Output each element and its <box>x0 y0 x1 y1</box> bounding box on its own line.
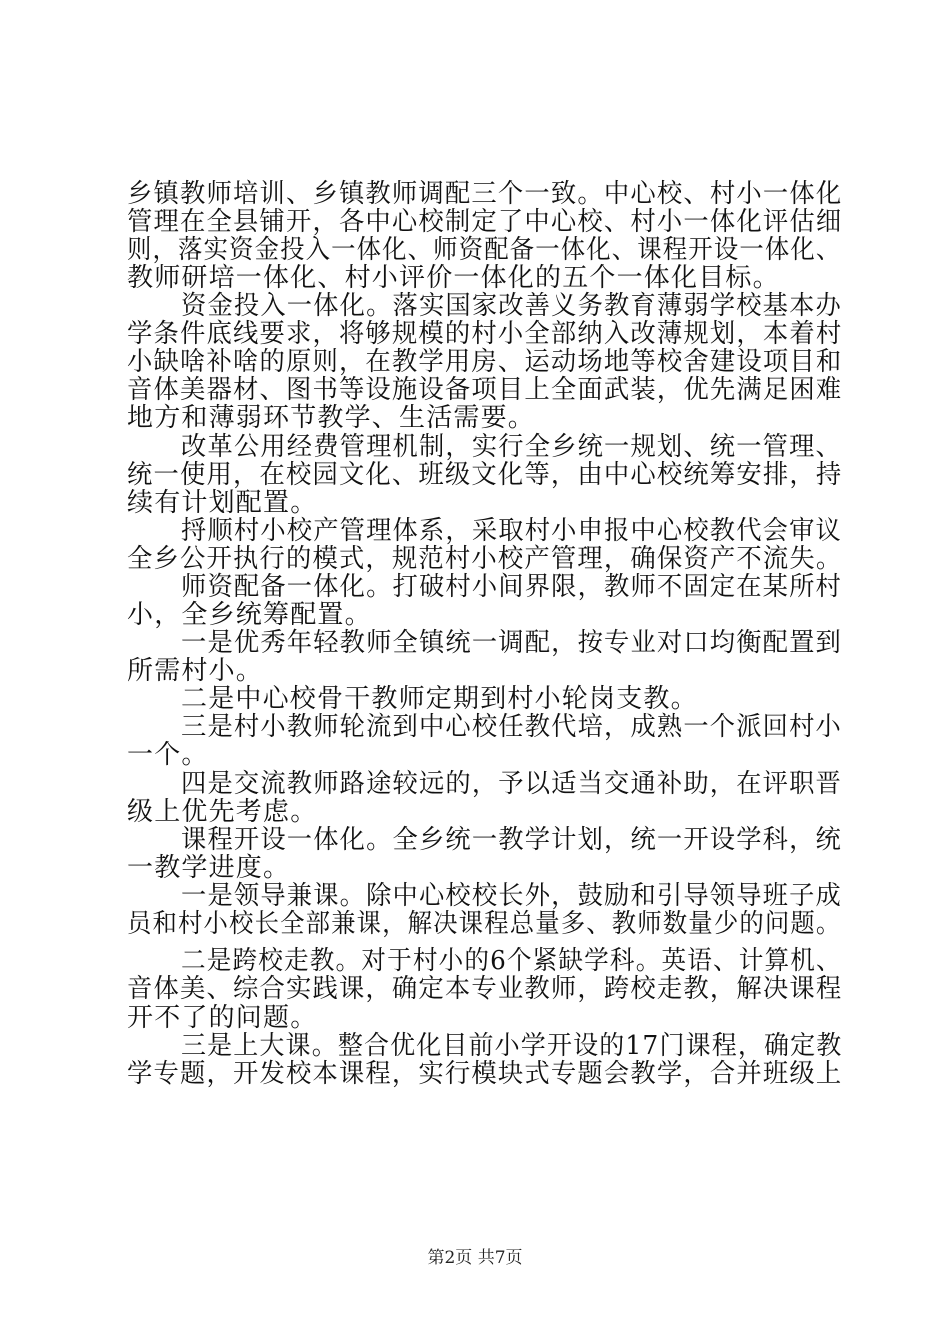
text-line: 全乡公开执行的模式，规范村小校产管理，确保资产不流失。 <box>127 544 843 574</box>
paragraph-start: 资金投入一体化。落实国家改善义务教育薄弱学校基本办 <box>181 291 842 321</box>
text-line: 级上优先考虑。 <box>127 797 318 827</box>
text-line: 小缺啥补啥的原则，在教学用房、运动场地等校舍建设项目和 <box>127 347 843 377</box>
text-line: 音体美、综合实践课，确定本专业教师，跨校走教，解决课程 <box>127 974 843 1004</box>
page-number-footer: 第2页 共7页 <box>427 1248 523 1268</box>
text-line: 管理在全县铺开，各中心校制定了中心校、村小一体化评估细 <box>127 207 843 237</box>
text-line: 学专题，开发校本课程，实行模块式专题会教学，合并班级上 <box>127 1059 843 1089</box>
paragraph-start: 捋顺村小校产管理体系，采取村小申报中心校教代会审议 <box>181 516 842 546</box>
paragraph-start: 三是村小教师轮流到中心校任教代培，成熟一个派回村小 <box>181 712 842 742</box>
text-line: 乡镇教师培训、乡镇教师调配三个一致。中心校、村小一体化 <box>127 179 843 209</box>
paragraph-start: 二是中心校骨干教师定期到村小轮岗支教。 <box>181 684 698 714</box>
text-line: 音体美器材、图书等设施设备项目上全面武装，优先满足困难 <box>127 375 843 405</box>
paragraph-start: 改革公用经费管理机制，实行全乡统一规划、统一管理、 <box>181 432 842 462</box>
text-line: 教师研培一体化、村小评价一体化的五个一体化目标。 <box>127 263 780 293</box>
paragraph-start: 课程开设一体化。全乡统一教学计划，统一开设学科，统 <box>181 825 842 855</box>
paragraph-start: 一是领导兼课。除中心校校长外，鼓励和引导领导班子成 <box>181 881 842 911</box>
paragraph-start: 四是交流教师路途较远的，予以适当交通补助，在评职晋 <box>181 769 842 799</box>
text-line: 小，全乡统筹配置。 <box>127 600 372 630</box>
paragraph-start: 三是上大课。整合优化目前小学开设的17门课程，确定教 <box>181 1031 843 1061</box>
text-line: 一个。 <box>127 740 209 770</box>
text-line: 学条件底线要求，将够规模的村小全部纳入改薄规划，本着村 <box>127 319 843 349</box>
paragraph-start: 师资配备一体化。打破村小间界限，教师不固定在某所村 <box>181 572 842 602</box>
text-line: 员和村小校长全部兼课，解决课程总量多、教师数量少的问题。 <box>127 909 842 939</box>
text-line: 续有计划配置。 <box>127 488 318 518</box>
text-line: 所需村小。 <box>127 656 264 686</box>
text-line: 统一使用，在校园文化、班级文化等，由中心校统筹安排，持 <box>127 460 843 490</box>
paragraph-start: 二是跨校走教。对于村小的6个紧缺学科。英语、计算机、 <box>181 946 842 976</box>
text-line: 则，落实资金投入一体化、师资配备一体化、课程开设一体化、 <box>127 235 842 265</box>
text-line: 开不了的问题。 <box>127 1003 318 1033</box>
paragraph-start: 一是优秀年轻教师全镇统一调配，按专业对口均衡配置到 <box>181 628 842 658</box>
text-line: 一教学进度。 <box>127 853 291 883</box>
text-line: 地方和薄弱环节教学、生活需要。 <box>127 403 536 433</box>
